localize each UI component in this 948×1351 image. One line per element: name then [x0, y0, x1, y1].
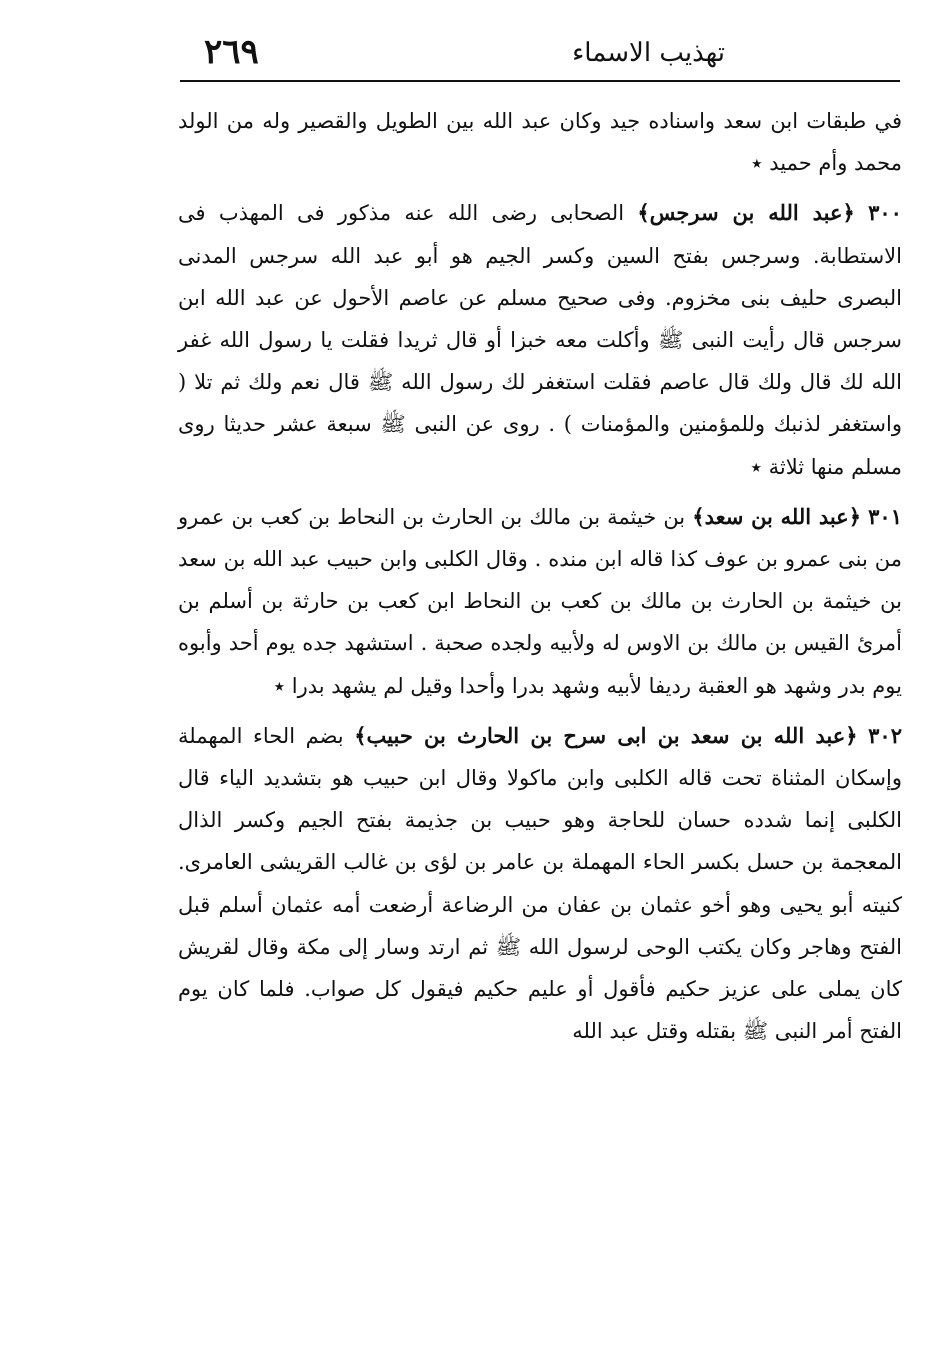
entry-300 — [178, 192, 902, 487]
entry-text: في طبقات ابن سعد واسناده جيد وكان عبد الله بين الطويل والقصير وله من الولد محمد وأم حميد ٭ — [178, 109, 902, 176]
running-title: تهذيب الاسماء — [572, 38, 725, 68]
entry-number: ٣٠٠ — [868, 200, 902, 226]
page-number: ٢٦٩ — [204, 32, 259, 72]
entry-number: ٣٠٢ — [868, 722, 902, 748]
entry-continuation — [178, 100, 902, 184]
entry-number: ٣٠١ — [868, 503, 902, 529]
entry-text: الصحابى رضى الله عنه مذكور فى المهذب فى الاستطابة. وسرجس بفتح السين وكسر الجيم هو أبو عبد الله سرجس المدنى البصرى حليف بنى مخزوم. وفى صحيح مسلم عن عاصم الأحول عن عبد الله ابن سرجس قال رأيت النبى ﷺ وأكلت معه خبزا أو قال ثريدا فقلت يا رسول الله غفر الله لك قال ولك قال عاصم فقلت استغفر لك رسول الله ﷺ قال نعم ولك ثم تلا ( واستغفر لذنبك وللمؤمنين والمؤمنات ) . روى عن النبى ﷺ سبعة عشر حديثا روى مسلم منها ثلاثة ٭ — [178, 201, 902, 479]
page-header — [180, 32, 900, 72]
header-divider — [180, 80, 900, 82]
entry-name: ﴿عبد الله بن سرجس﴾ — [637, 200, 855, 226]
entry-name: ﴿عبد الله بن سعد﴾ — [692, 503, 862, 529]
entry-302 — [178, 715, 902, 1053]
page-body — [178, 100, 902, 1052]
entry-text: بضم الحاء المهملة وإسكان المثناة تحت قاله الكلبى وابن ماكولا وقال ابن حبيب هو بتشديد الياء قال الكلبى إنما شدده حسان للحاجة وهو حبيب بن جذيمة بفتح الجيم وكسر الذال المعجمة بن حسل بكسر الحاء المهملة بن عامر بن لؤى بن غالب القريشى العامرى. كنيته أبو يحيى وهو أخو عثمان بن عفان من الرضاعة أرضعت أمه عثمان أسلم قبل الفتح وهاجر وكان يكتب الوحى لرسول الله ﷺ ثم ارتد وسار إلى مكة وقال لقريش كان يملى على عزيز حكيم فأقول أو عليم حكيم فيقول كل صواب. فلما كان يوم الفتح أمر النبى ﷺ بقتله وقتل عبد الله — [178, 723, 902, 1044]
entry-301 — [178, 496, 902, 707]
entry-text: بن خيثمة بن مالك بن الحارث بن النحاط بن كعب بن عمرو من بنى عمرو بن عوف كذا قاله ابن منده . وقال الكلبى وابن حبيب عبد الله بن سعد بن خيثمة بن الحارث بن مالك بن كعب بن النحاط ابن كعب بن حارثة بن أسلم بن أمرئ القيس بن مالك بن الاوس له ولأبيه ولجده صحبة . استشهد جده يوم أحد وأبوه يوم بدر وشهد هو العقبة رديفا لأبيه وشهد بدرا وأحدا وقيل لم يشهد بدرا ٭ — [178, 504, 902, 698]
entry-name: ﴿عبد الله بن سعد بن ابى سرح بن الحارث بن حبيب﴾ — [354, 722, 858, 748]
